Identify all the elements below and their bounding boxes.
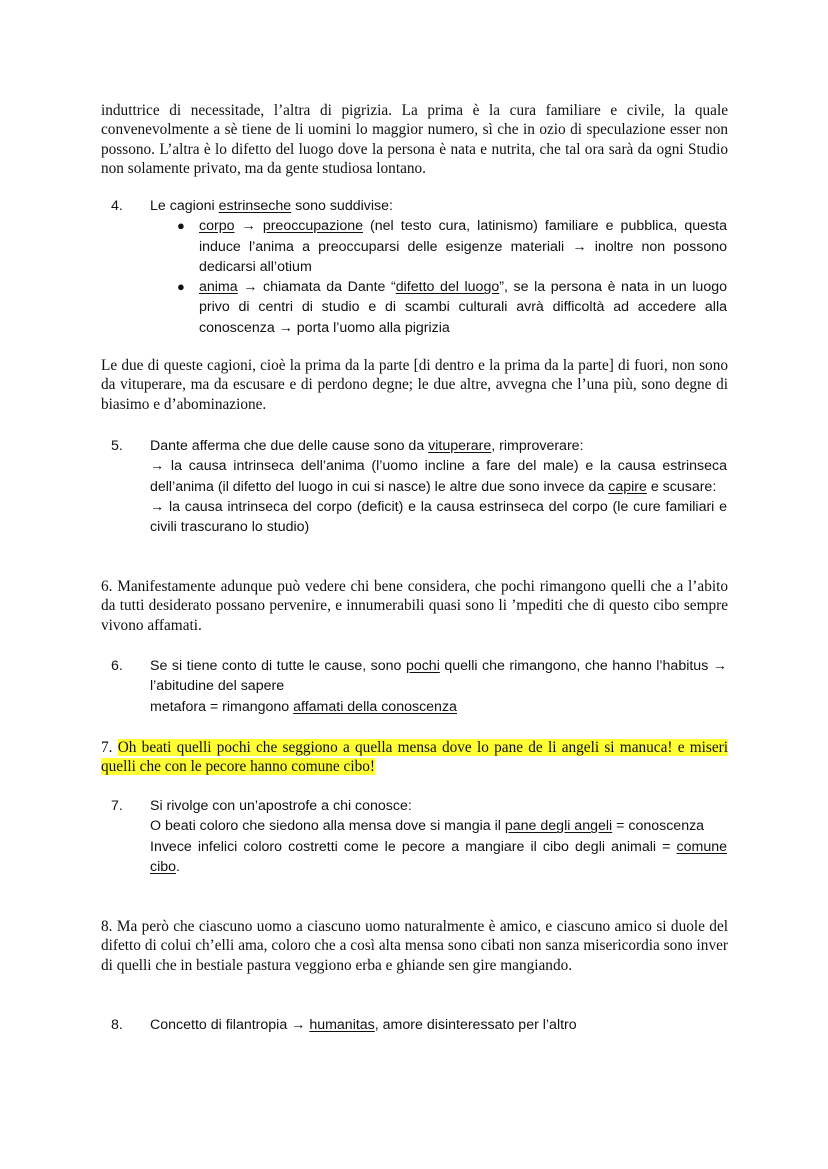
note-8 [101, 1015, 727, 1035]
source-paragraph-6: 6. Manifestamente adunque può vedere chi bene considera, che pochi rimangono quelli che a l’abito da tutti desiderato possano pervenire, e innumerabili quasi sono li ’mpediti che di questo cibo sempre vivono affamati. [101, 578, 728, 634]
note-text: quelli che rimangono, che hanno l’habitus → l’abitudine del sapere [150, 658, 727, 695]
bullet-item-corpo [177, 216, 727, 277]
note-text: metafora = rimangono [150, 698, 294, 715]
note-text: sono suddivise: [291, 198, 393, 214]
note-text: → la causa intrinseca dell’anima (l’uomo incline a fare del male) e la causa estrinseca dell’anima (il difetto del luogo in cui si nasce) le altre due sono invece da [150, 458, 727, 495]
underlined-term: capire [608, 478, 647, 495]
source-paragraph-8: 8. Ma però che ciascuno uomo a ciascuno uomo naturalmente è amico, e ciascuno amico si duole del difetto di colui ch’elli ama, coloro che a così alta mensa sono cibati non sanza misericordia sono inver di quelli che in bestiale pastura veggiono erba e ghiande sen gire mangiando. [101, 918, 728, 974]
note-text: Invece infelici coloro costretti come le pecore a mangiare il cibo degli animali = [150, 838, 677, 855]
note-text: e scusare: [646, 478, 717, 495]
bullet-dot-icon: ● [177, 279, 185, 295]
note-text: Dante afferma che due delle cause sono da [150, 438, 429, 454]
note-text: O beati coloro che siedono alla mensa dove si mangia il [150, 818, 505, 835]
note-text: Se si tiene conto di tutte le cause, sono [150, 658, 406, 674]
paragraph-number: 7. [101, 739, 118, 756]
note-text: = conoscenza [612, 818, 705, 835]
note-text: , amore disinteressato per l’altro [374, 1017, 577, 1033]
source-paragraph-7 [101, 738, 728, 777]
underlined-term: humanitas [309, 1017, 375, 1033]
bullet-dot-icon: ● [177, 218, 185, 234]
underlined-term: anima [199, 279, 238, 296]
note-text: → chiamata da Dante “ [237, 279, 396, 296]
note-5 [101, 436, 727, 537]
underlined-term: comune cibo [150, 838, 727, 875]
underlined-term: pochi [405, 658, 440, 674]
underlined-term: pane degli angeli [504, 818, 613, 835]
source-paragraph-intro: induttrice di necessitade, l’altra di pigrizia. La prima è la cura familiare e civile, la quale convenevolmente a sè tiene de li uomini lo maggior numero, sì che in ozio di speculazione esser non possono. L’altra è lo difetto del luogo dove la persona è nata e nutrita, che tal ora sarà da ogni Studio non solamente privato, ma da gente studiosa lontano. [101, 102, 728, 178]
source-paragraph-5: Le due di queste cagioni, cioè la prima da la parte [di dentro e la prima da la parte] di fuori, non sono da vituperare, ma da escusare e di perdono degne; le due altre, avvegna che l’una più, sono degne di biasimo e d’abominazione. [101, 357, 728, 413]
bullet-item-anima [177, 277, 727, 338]
note-text: , rimproverare: [491, 438, 584, 454]
note-number: 4. [111, 198, 123, 214]
underlined-term: estrinseche [218, 198, 292, 214]
note-text: (nel testo cura, latinismo) familiare e pubblica, questa induce l’anima a preoccuparsi delle esigenze materiali → inoltre non possono dedicarsi all’otium [199, 218, 727, 275]
underlined-term: preoccupazione [262, 218, 363, 235]
note-7 [101, 796, 727, 877]
note-number: 7. [111, 798, 123, 814]
note-number: 5. [111, 438, 123, 454]
note-text: Concetto di filantropia → [150, 1017, 310, 1033]
note-text: Si rivolge con un’apostrofe a chi conosce: [150, 798, 412, 814]
underlined-term: affamati della conoscenza [293, 698, 457, 715]
note-4 [101, 196, 727, 338]
underlined-term: vituperare [428, 438, 492, 454]
underlined-term: difetto del luogo [395, 279, 500, 296]
note-text: → la causa intrinseca del corpo (deficit) e la causa estrinseca del corpo (le cure familiari e civili trascurano lo studio) [150, 498, 727, 536]
note-text: . [176, 858, 180, 875]
note-text: → [234, 218, 263, 235]
note-text: Le cagioni [150, 198, 219, 214]
note-6 [101, 656, 727, 717]
note-text: ”, se la persona è nata in un luogo privo di centri di studio e di scambi culturali avrà difficoltà ad accedere alla conoscenza → porta l’uomo alla pigrizia [199, 279, 727, 336]
underlined-term: corpo [199, 218, 235, 235]
note-number: 6. [111, 658, 123, 674]
highlighted-quote: Oh beati quelli pochi che seggiono a quella mensa dove lo pane de li angeli si manuca! e miseri quelli che con le pecore hanno comune cibo! [101, 739, 728, 776]
note-number: 8. [111, 1017, 123, 1033]
